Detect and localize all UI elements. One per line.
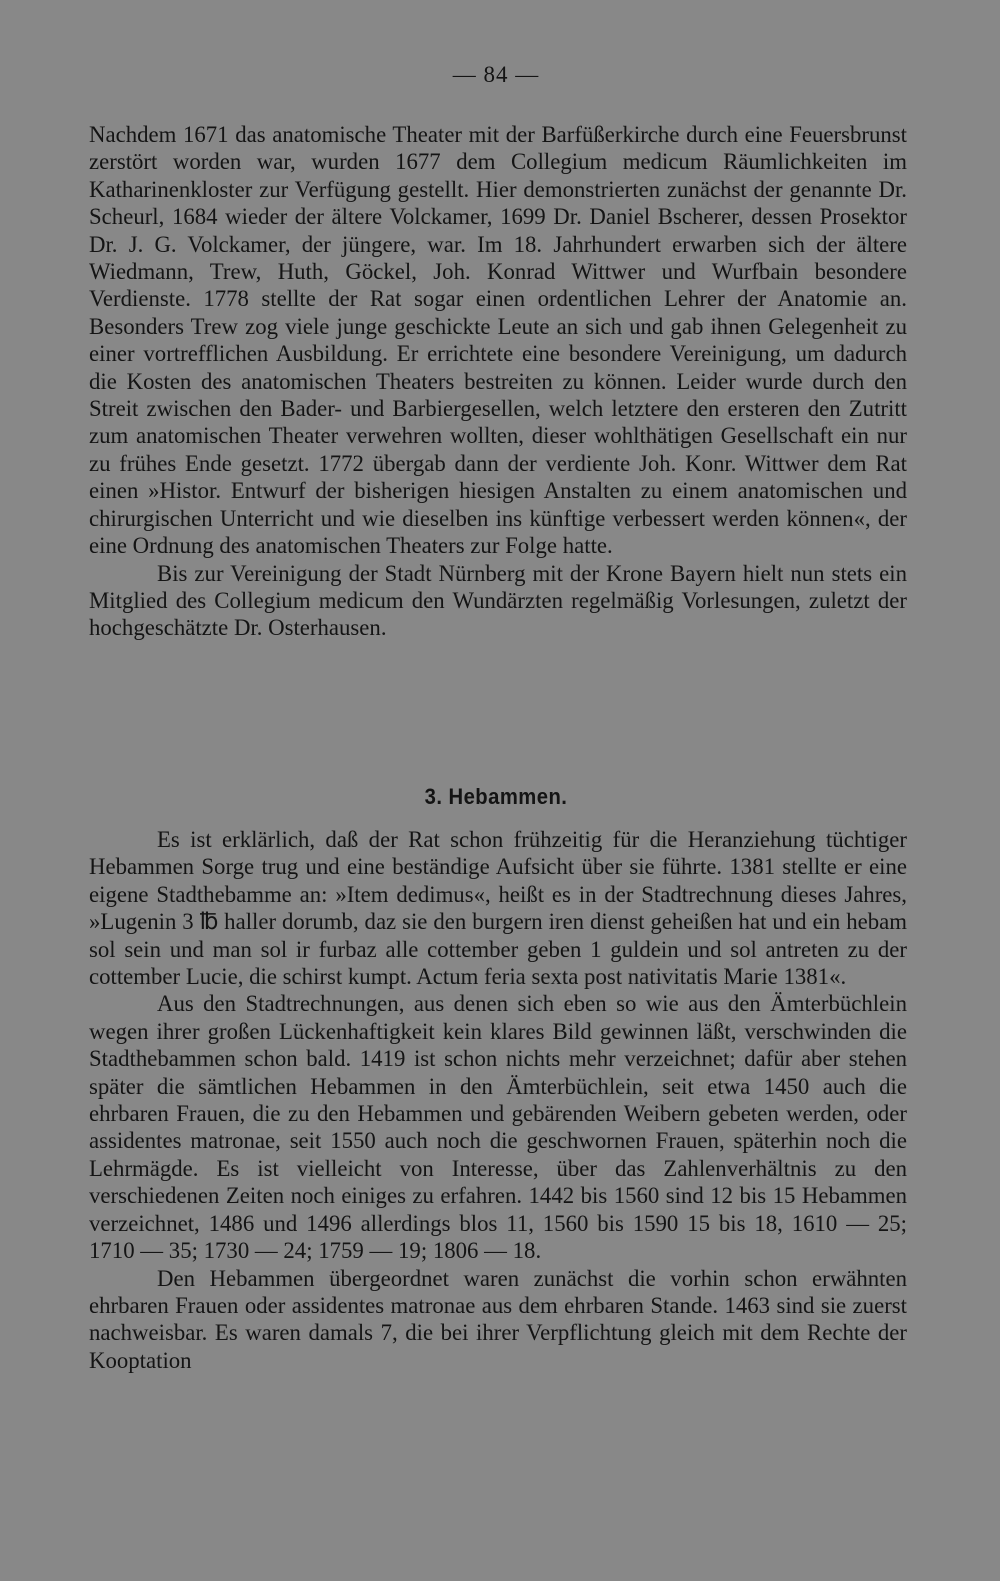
page-number: — 84 — [452,62,540,87]
paragraph: Es ist erklärlich, daß der Rat schon frühzeitig für die Heranziehung tüchtiger Hebammen Sorge trug und eine beständige Aufsicht über sie führte. 1381 stellte er eine eigene Stadthebamme an: »Item dedimus«, heißt es in der Stadtrechnung dieses Jahres, »Lugenin 3 ℔ haller dorumb, daz sie den burgern iren dienst geheißen hat und ein hebam sol sein und man sol ir furbaz alle cottember geben 1 guldein und sol antreten zu der cottember Lucie, die schirst kumpt. Actum feria sexta post nativitatis Marie 1381«. [89,827,907,990]
paragraph: Nachdem 1671 das anatomische Theater mit der Barfüßerkirche durch eine Feuersbrunst zerstört worden war, wurden 1677 dem Collegium medicum Räumlichkeiten im Katharinenkloster zur Verfügung gestellt. Hier demonstrierten zunächst der genannte Dr. Scheurl, 1684 wieder der ältere Volckamer, 1699 Dr. Daniel Bscherer, dessen Prosektor Dr. J. G. Volckamer, der jüngere, war. Im 18. Jahrhundert erwarben sich der ältere Wiedmann, Trew, Huth, Göckel, Joh. Konrad Wittwer und Wurfbain besondere Verdienste. 1778 stellte der Rat sogar einen ordentlichen Lehrer der Anatomie an. Besonders Trew zog viele junge geschickte Leute an sich und gab ihnen Gelegenheit zu einer vortrefflichen Ausbildung. Er errichtete eine besondere Vereinigung, um dadurch die Kosten des anatomischen Theaters bestreiten zu können. Leider wurde durch den Streit zwischen den Bader- und Barbiergesellen, welch letztere den ersteren den Zutritt zum anatomischen Theater verwehren wollten, dieser wohlthätigen Gesellschaft ein nur zu frühes Ende gesetzt. 1772 übergab dann der verdiente Joh. Konr. Wittwer dem Rat einen »Histor. Entwurf der bisherigen hiesigen Anstalten zu einem anatomischen und chirurgischen Unterricht und wie dieselben ins künftige verbessert werden können«, der eine Ordnung des anatomischen Theaters zur Folge hatte. [89,122,907,559]
paragraph: Den Hebammen übergeordnet waren zunächst die vorhin schon erwähnten ehrbaren Frauen oder assidentes matronae aus dem ehrbaren Stande. 1463 sind sie zuerst nachweisbar. Es waren damals 7, die bei ihrer Verpflichtung gleich mit dem Rechte der Kooptation [89,1265,907,1373]
section-heading: 3. Hebammen. [424,784,568,809]
section-anatomy-text [89,121,907,642]
paragraph: Aus den Stadtrechnungen, aus denen sich eben so wie aus den Ämterbüchlein wegen ihrer großen Lückenhaftigkeit kein klares Bild gewinnen läßt, verschwinden die Stadthebammen schon bald. 1419 ist schon nichts mehr verzeichnet; dafür aber stehen später die sämtlichen Hebammen in den Ämterbüchlein, seit etwa 1450 auch die ehrbaren Frauen, die zu den Hebammen und gebärenden Weibern gebeten werden, oder assidentes matronae, seit 1550 auch noch die geschwornen Frauen, späterhin noch die Lehrmägde. Es ist vielleicht von Interesse, über das Zahlenverhältnis zu den verschiedenen Zeiten noch einiges zu erfahren. 1442 bis 1560 sind 12 bis 15 Hebammen verzeichnet, 1486 und 1496 allerdings blos 11, 1560 bis 1590 15 bis 18, 1610 — 25; 1710 — 35; 1730 — 24; 1759 — 19; 1806 — 18. [89,991,907,1264]
section-hebammen-text [89,826,907,1374]
paragraph: Bis zur Vereinigung der Stadt Nürnberg mit der Krone Bayern hielt nun stets ein Mitglied des Collegium medicum den Wundärzten regelmäßig Vorlesungen, zuletzt der hochgeschätzte Dr. Osterhausen. [89,560,907,641]
